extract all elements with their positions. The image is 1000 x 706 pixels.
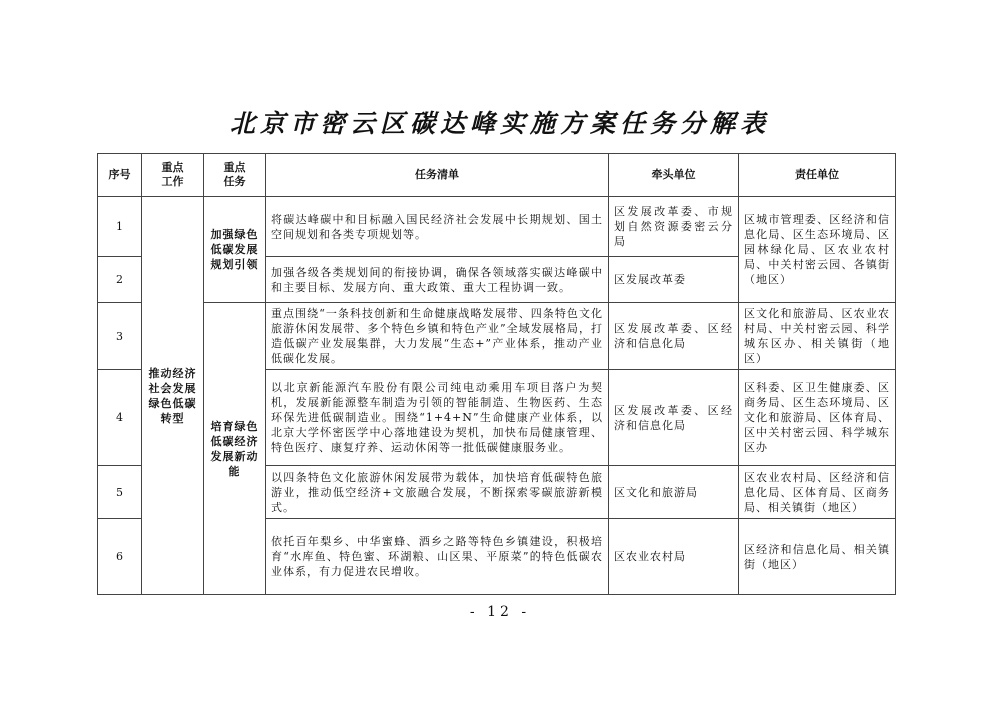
key-task-cell: 培育绿色低碳经济发展新动能	[204, 303, 266, 595]
lead-unit-cell: 区发展改革委、区经济和信息化局	[609, 370, 739, 466]
task-cell: 加强各级各类规划间的衔接协调，确保各领域落实碳达峰碳中和主要目标、发展方向、重大政策、重大工程协调一致。	[266, 257, 609, 303]
row-number: 4	[98, 370, 142, 466]
header-resp-unit: 责任单位	[739, 154, 896, 197]
task-table	[97, 153, 896, 595]
lead-unit-cell: 区文化和旅游局	[609, 466, 739, 519]
header-row	[98, 154, 896, 197]
row-number: 1	[98, 197, 142, 257]
row-number: 2	[98, 257, 142, 303]
header-lead-unit: 牵头单位	[609, 154, 739, 197]
lead-unit-cell: 区农业农村局	[609, 519, 739, 595]
task-cell: 将碳达峰碳中和目标融入国民经济社会发展中长期规划、国土空间规划和各类专项规划等。	[266, 197, 609, 257]
task-cell: 以北京新能源汽车股份有限公司纯电动乘用车项目落户为契机，发展新能源整车制造为引领的智能制造、生物医药、生态环保先进低碳制造业。围绕“1+4+N”生命健康产业体系，以北京大学怀密医学中心落地建设为契机，加快布局健康管理、特色医疗、康复疗养、运动休闲等一批低碳健康服务业。	[266, 370, 609, 466]
lead-unit-cell: 区发展改革委、市规划自然资源委密云分局	[609, 197, 739, 257]
key-task-cell: 加强绿色低碳发展规划引领	[204, 197, 266, 303]
row-number: 5	[98, 466, 142, 519]
resp-unit-cell: 区科委、区卫生健康委、区商务局、区生态环境局、区文化和旅游局、区体育局、区中关村密云园、科学城东区办	[739, 370, 896, 466]
key-work-cell: 推动经济社会发展绿色低碳转型	[142, 197, 204, 595]
header-key-task: 重点 任务	[204, 154, 266, 197]
table-row	[98, 197, 896, 257]
lead-unit-cell: 区发展改革委、区经济和信息化局	[609, 303, 739, 370]
lead-unit-cell: 区发展改革委	[609, 257, 739, 303]
resp-unit-cell: 区城市管理委、区经济和信息化局、区生态环境局、区园林绿化局、区农业农村局、中关村密云园、各镇街（地区）	[739, 197, 896, 303]
table-row	[98, 303, 896, 370]
task-cell: 依托百年梨乡、中华蜜蜂、酒乡之路等特色乡镇建设，积极培育“水库鱼、特色蜜、环湖粮、山区果、平原菜”的特色低碳农业体系，有力促进农民增收。	[266, 519, 609, 595]
header-task-list: 任务清单	[266, 154, 609, 197]
task-cell: 重点围绕“一条科技创新和生命健康战略发展带、四条特色文化旅游休闲发展带、多个特色乡镇和特色产业”全域发展格局，打造低碳产业发展集群，大力发展“生态+”产业体系，推动产业低碳化发展。	[266, 303, 609, 370]
task-cell: 以四条特色文化旅游休闲发展带为载体，加快培育低碳特色旅游业，推动低空经济+文旅融合发展，不断探索零碳旅游新模式。	[266, 466, 609, 519]
resp-unit-cell: 区农业农村局、区经济和信息化局、区体育局、区商务局、相关镇街（地区）	[739, 466, 896, 519]
document-title: 北京市密云区碳达峰实施方案任务分解表	[229, 109, 770, 138]
resp-unit-cell: 区经济和信息化局、相关镇街（地区）	[739, 519, 896, 595]
row-number: 3	[98, 303, 142, 370]
resp-unit-cell: 区文化和旅游局、区农业农村局、中关村密云园、科学城东区办、相关镇街（地区）	[739, 303, 896, 370]
header-key-work: 重点 工作	[142, 154, 204, 197]
row-number: 6	[98, 519, 142, 595]
page-number: - 12 -	[469, 604, 531, 620]
header-no: 序号	[98, 154, 142, 197]
